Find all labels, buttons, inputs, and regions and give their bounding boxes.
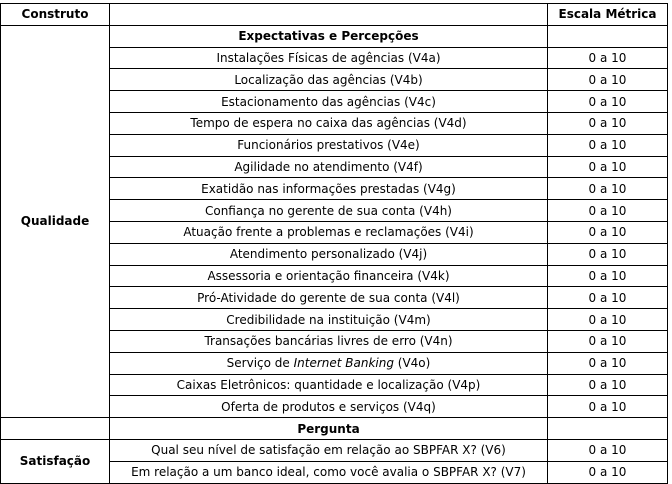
- item-label: Oferta de produtos e serviços (V4q): [110, 396, 548, 418]
- item-scale: 0 a 10: [548, 287, 668, 309]
- item-label: Agilidade no atendimento (V4f): [110, 156, 548, 178]
- header-construct: Construto: [1, 4, 110, 26]
- item-label: Caixas Eletrônicos: quantidade e localização (V4p): [110, 374, 548, 396]
- item-label: Atendimento personalizado (V4j): [110, 243, 548, 265]
- item-label-italic: Internet Banking: [293, 356, 394, 371]
- header-blank: [110, 4, 548, 26]
- table-row: [1, 418, 668, 440]
- construct-qualidade: Qualidade: [1, 25, 110, 417]
- item-scale: 0 a 10: [548, 461, 668, 483]
- item-label: Tempo de espera no caixa das agências (V4d): [110, 112, 548, 134]
- item-scale: 0 a 10: [548, 91, 668, 113]
- item-scale: 0 a 10: [548, 396, 668, 418]
- item-scale: 0 a 10: [548, 178, 668, 200]
- item-scale: 0 a 10: [548, 134, 668, 156]
- item-scale: 0 a 10: [548, 112, 668, 134]
- section-title-pergunta: Pergunta: [110, 418, 548, 440]
- item-scale: 0 a 10: [548, 352, 668, 374]
- item-label: Exatidão nas informações prestadas (V4g): [110, 178, 548, 200]
- section-blank: [548, 25, 668, 47]
- item-scale: 0 a 10: [548, 47, 668, 69]
- item-label: Instalações Físicas de agências (V4a): [110, 47, 548, 69]
- item-label: Funcionários prestativos (V4e): [110, 134, 548, 156]
- item-label: Assessoria e orientação financeira (V4k): [110, 265, 548, 287]
- item-label-suffix: (V4o): [393, 356, 431, 371]
- header-row: [1, 4, 668, 26]
- item-label: Pró-Atividade do gerente de sua conta (V4l): [110, 287, 548, 309]
- item-label: Em relação a um banco ideal, como você avalia o SBPFAR X? (V7): [110, 461, 548, 483]
- section-blank: [548, 418, 668, 440]
- item-scale: 0 a 10: [548, 265, 668, 287]
- item-scale: 0 a 10: [548, 439, 668, 461]
- item-scale: 0 a 10: [548, 309, 668, 331]
- header-scale: Escala Métrica: [548, 4, 668, 26]
- constructs-table: [0, 3, 668, 484]
- item-label: Atuação frente a problemas e reclamações (V4i): [110, 221, 548, 243]
- table-row: [1, 439, 668, 461]
- item-scale: 0 a 10: [548, 374, 668, 396]
- item-label: [110, 352, 548, 374]
- item-scale: 0 a 10: [548, 243, 668, 265]
- table-row: [1, 25, 668, 47]
- item-scale: 0 a 10: [548, 221, 668, 243]
- item-label: Transações bancárias livres de erro (V4n): [110, 330, 548, 352]
- construct-blank: [1, 418, 110, 440]
- construct-satisfacao: Satisfação: [1, 439, 110, 483]
- item-label: Credibilidade na instituição (V4m): [110, 309, 548, 331]
- item-label: Qual seu nível de satisfação em relação ao SBPFAR X? (V6): [110, 439, 548, 461]
- item-label: Estacionamento das agências (V4c): [110, 91, 548, 113]
- section-title-expectativas: Expectativas e Percepções: [110, 25, 548, 47]
- item-label-prefix: Serviço de: [226, 356, 294, 371]
- item-label: Confiança no gerente de sua conta (V4h): [110, 200, 548, 222]
- item-scale: 0 a 10: [548, 69, 668, 91]
- item-scale: 0 a 10: [548, 156, 668, 178]
- item-scale: 0 a 10: [548, 200, 668, 222]
- item-label: Localização das agências (V4b): [110, 69, 548, 91]
- item-scale: 0 a 10: [548, 330, 668, 352]
